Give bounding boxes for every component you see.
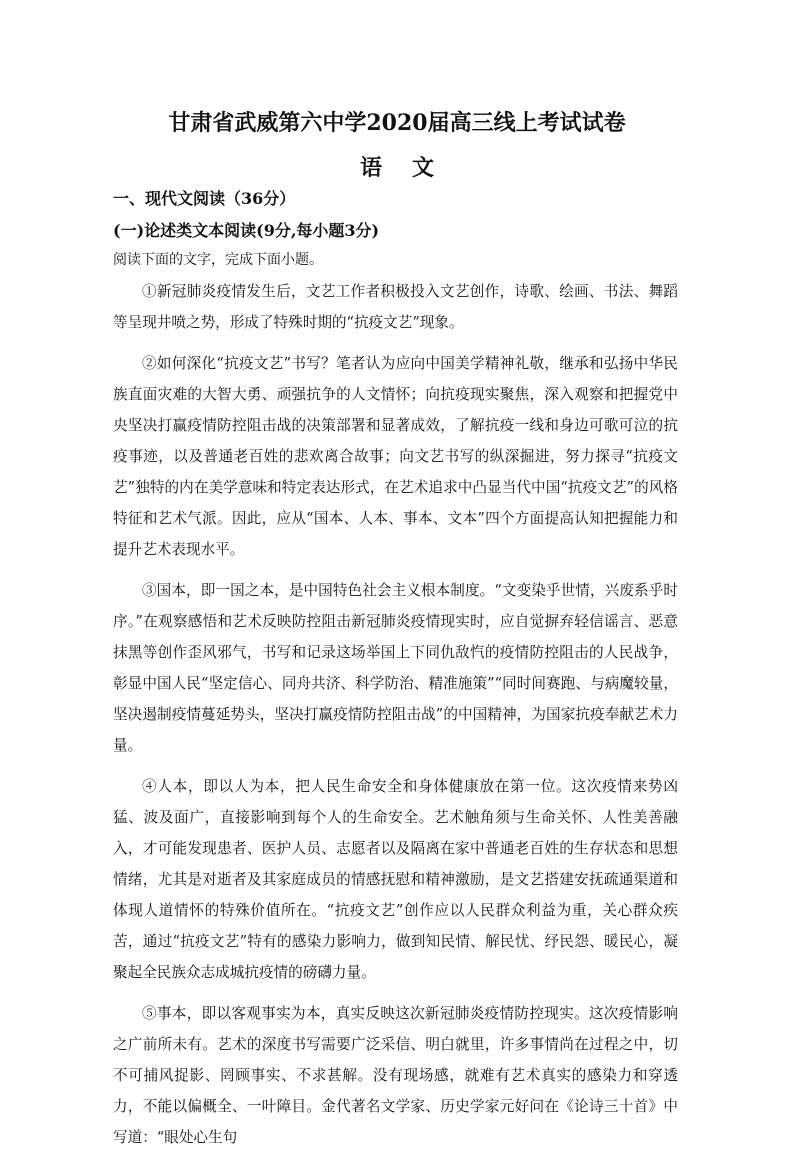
exam-title: 甘肃省武威第六中学2020届高三线上考试试卷 xyxy=(168,110,626,136)
passage-paragraph-4: ④人本，即以人为本，把人民生命安全和身体健康放在第一位。这次疫情来势凶猛、波及面广，直接影响到每个人的生命安全。艺术触角须与生命关怀、人性美善融入，才可能发现患者、医护人员、志愿者以及隔离在家中普通老百姓的生存状态和思想情绪，尤其是对逝者及其家庭成员的情感抚慰和精神激励，是文艺搭建安抚疏通渠道和体现人道情怀的特殊价值所在。“抗疫文艺”创作应以人民群众利益为重，关心群众疾苦，通过“抗疫文艺”特有的感染力影响力，做到知民情、解民忧、纾民怨、暖民心，凝聚起全民族众志成城抗疫情的磅礴力量。 xyxy=(113,778,678,981)
passage-paragraph-2: ②如何深化“抗疫文艺”书写？笔者认为应向中国美学精神礼敬，继承和弘扬中华民族直面灾难的大智大勇、顽强抗争的人文情怀；向抗疫现实聚焦，深入观察和把握党中央坚决打赢疫情防控阻击战的决策部署和显著成效，了解抗疫一线和身边可歌可泣的抗疫事迹，以及普通老百姓的悲欢离合故事；向文艺书写的纵深掘进，努力探寻“抗疫文艺”独特的内在美学意味和特定表达形式，在艺术追求中凸显当代中国“抗疫文艺”的风格特征和艺术气派。因此，应从“国本、人本、事本、文本”四个方面提高认知把握能力和提升艺术表现水平。 xyxy=(113,355,678,558)
passage-paragraph-1: ①新冠肺炎疫情发生后，文艺工作者积极投入文艺创作，诗歌、绘画、书法、舞蹈等呈现井喷之势，形成了特殊时期的“抗疫文艺”现象。 xyxy=(113,283,678,331)
subsection-heading: (一)论述类文本阅读(9分,每小题3分) xyxy=(113,221,380,240)
passage-paragraph-3: ③国本，即一国之本，是中国特色社会主义根本制度。“文变染乎世情，兴废系乎时序。”在观察感悟和艺术反映防控阻击新冠肺炎疫情现实时，应自觉摒弃轻信谣言、恶意抹黑等创作歪风邪气，书写和记录这场举国上下同仇敌忾的疫情防控阻击的人民战争，彰显中国人民“坚定信心、同舟共济、科学防治、精准施策”“同时间赛跑、与病魔较量，坚决遏制疫情蔓延势头，坚决打赢疫情防控阻击战”的中国精神，为国家抗疫奉献艺术力量。 xyxy=(113,582,678,754)
passage-paragraph-5: ⑤事本，即以客观事实为本，真实反映这次新冠肺炎疫情防控现实。这次疫情影响之广前所未有。艺术的深度书写需要广泛采信、明白就里，许多事情尚在过程之中，切不可捕风捉影、罔顾事实、不求甚解。没有现场感，就难有艺术真实的感染力和穿透力，不能以偏概全、一叶障目。金代著名文学家、历史学家元好问在《论诗三十首》中写道：“眼处心生句 xyxy=(113,1005,678,1146)
reading-passage xyxy=(113,276,678,1163)
section-heading: 一、现代文阅读（36分） xyxy=(113,189,296,208)
reading-instruction: 阅读下面的文字，完成下面小题。 xyxy=(113,252,323,268)
exam-subject: 语文 xyxy=(359,155,464,181)
